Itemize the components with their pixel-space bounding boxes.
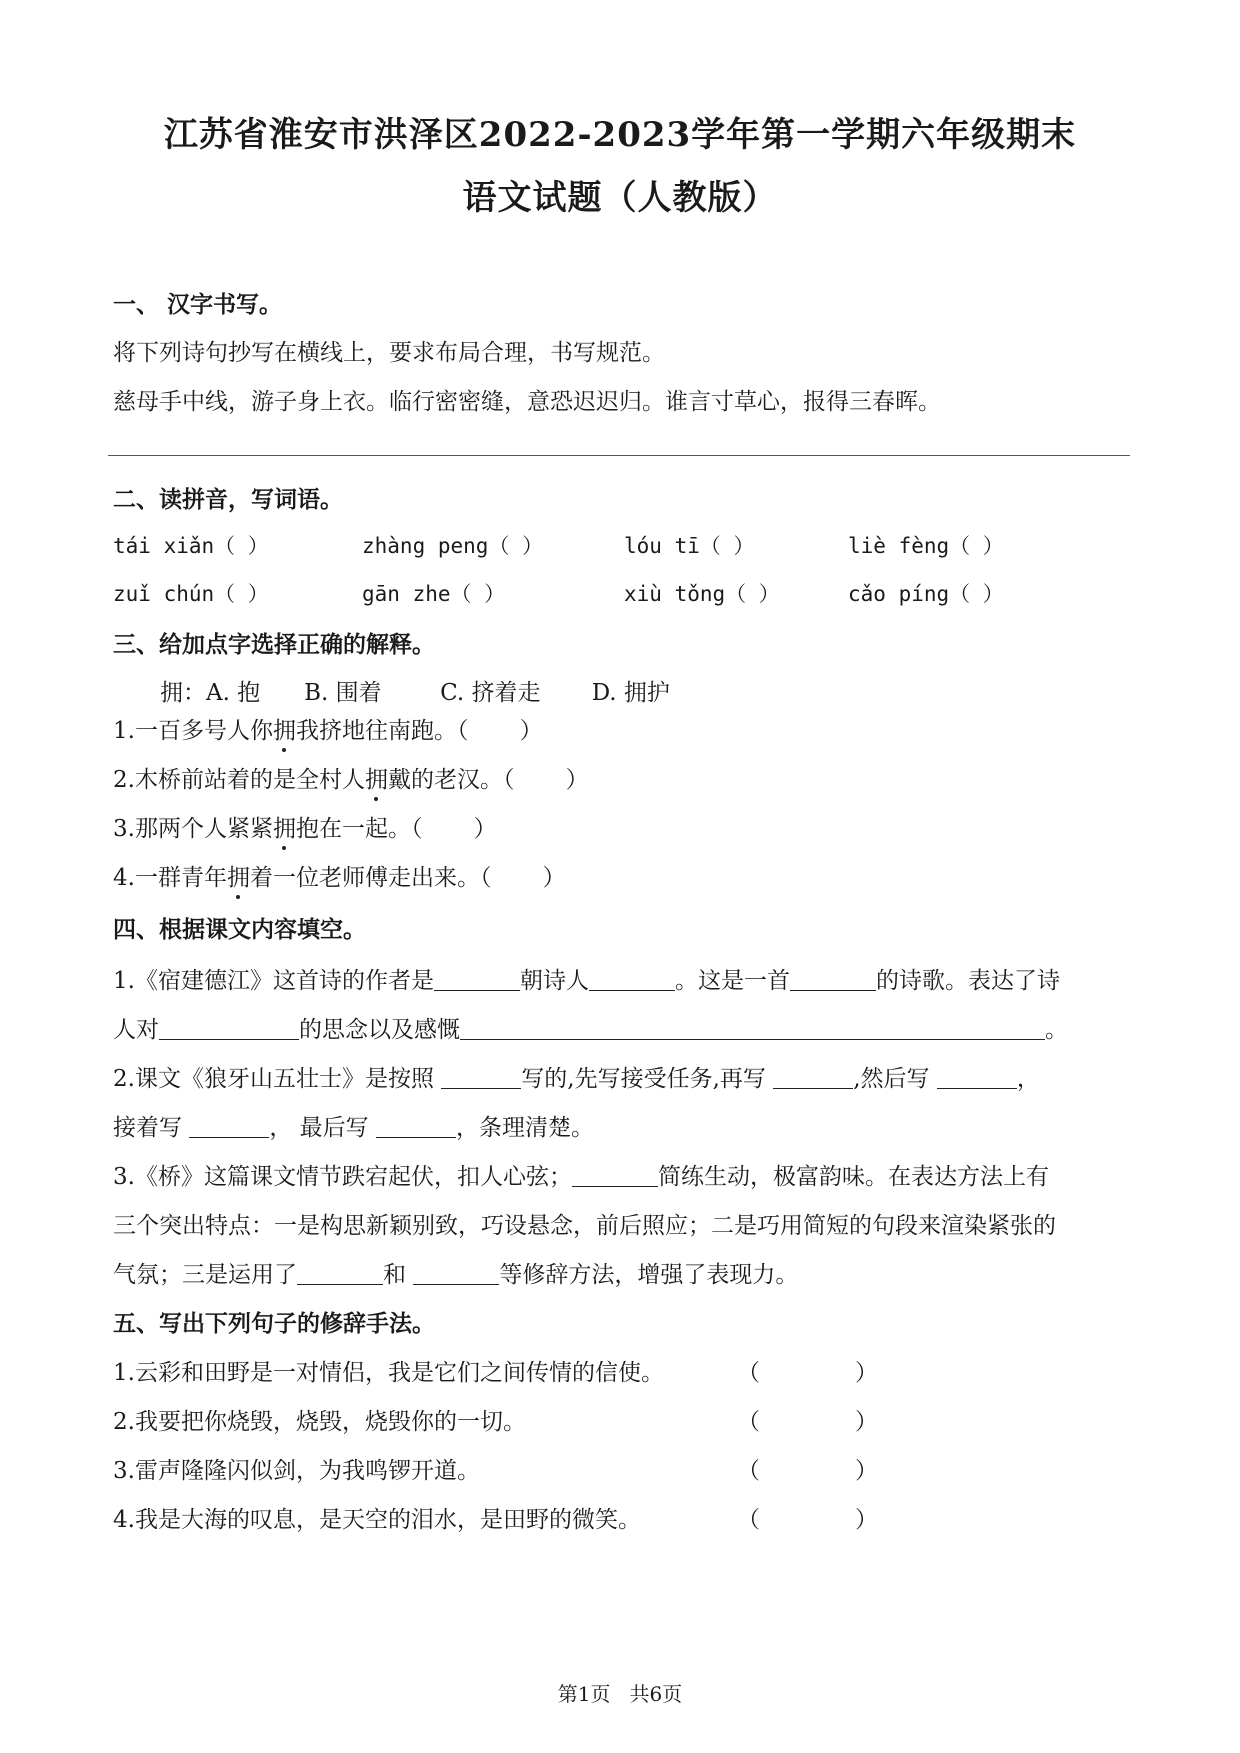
- question-item: 4.一群青年拥着一位老师傅走出来。（ ）: [113, 859, 566, 892]
- pinyin-item: cǎo píng（ ）: [848, 582, 1004, 606]
- fill-line: 人对 的思念以及感慨 。: [113, 1017, 1068, 1043]
- fill-line: 三个突出特点：一是构思新颖别致，巧设悬念，前后照应；二是巧用简短的句段来渲染紧张的: [113, 1213, 1056, 1239]
- rhetoric-item: 2.我要把你烧毁，烧毁，烧毁你的一切。: [113, 1409, 526, 1435]
- answer-blank[interactable]: [376, 1114, 456, 1138]
- fill-line: 1.《宿建德江》这首诗的作者是 朝诗人 。这是一首 的诗歌。表达了诗: [113, 968, 1060, 994]
- section-5-heading: 五、写出下列句子的修辞手法。: [113, 1310, 435, 1337]
- question-item: 1.一百多号人你拥我挤地往南跑。（ ）: [113, 712, 543, 745]
- pinyin-item: liè fèng（ ）: [848, 534, 1004, 558]
- answer-paren[interactable]: （ ）: [737, 1458, 879, 1484]
- page-footer: 第1页 共6页: [557, 1682, 683, 1706]
- pinyin-item: tái xiǎn（ ）: [113, 534, 269, 558]
- page-title: 江苏省淮安市洪泽区2022-2023学年第一学期六年级期末: [163, 115, 1077, 155]
- section-1-poem: 慈母手中线，游子身上衣。临行密密缝，意恐迟迟归。谁言寸草心，报得三春晖。: [113, 389, 941, 415]
- rhetoric-item: 4.我是大海的叹息，是天空的泪水，是田野的微笑。: [113, 1507, 641, 1533]
- writing-line[interactable]: [108, 455, 1130, 456]
- section-1-heading: 一、 汉字书写。: [113, 291, 283, 318]
- question-item: 2.木桥前站着的是全村人拥戴的老汉。（ ）: [113, 761, 589, 794]
- pinyin-item: lóu tī（ ）: [624, 534, 755, 558]
- pinyin-item: zuǐ chún（ ）: [113, 582, 269, 606]
- fill-line: 气氛；三是运用了 和 等修辞方法，增强了表现力。: [113, 1262, 799, 1288]
- answer-paren[interactable]: （ ）: [737, 1360, 879, 1386]
- page-subtitle: 语文试题（人教版）: [462, 178, 778, 218]
- pinyin-item: gān zhe（ ）: [362, 582, 506, 606]
- section-4-heading: 四、根据课文内容填空。: [113, 916, 366, 943]
- rhetoric-item: 3.雷声隆隆闪似剑，为我鸣锣开道。: [113, 1458, 480, 1484]
- answer-blank[interactable]: [189, 1114, 269, 1138]
- answer-blank[interactable]: [159, 1016, 299, 1040]
- fill-line: 接着写 ， 最后写 ，条理清楚。: [113, 1115, 594, 1141]
- answer-blank[interactable]: [589, 967, 675, 991]
- answer-blank[interactable]: [937, 1065, 1017, 1089]
- answer-blank[interactable]: [773, 1065, 853, 1089]
- pinyin-item: zhàng peng（ ）: [362, 534, 544, 558]
- pinyin-item: xiù tǒng（ ）: [624, 582, 780, 606]
- section-2-heading: 二、读拼音，写词语。: [113, 486, 343, 513]
- fill-line: 3.《桥》这篇课文情节跌宕起伏，扣人心弦； 简练生动，极富韵味。在表达方法上有: [113, 1164, 1049, 1190]
- section-3-options: 拥：A. 抱 B. 围着 C. 挤着走 D. 拥护: [160, 680, 670, 706]
- answer-paren[interactable]: （ ）: [737, 1507, 879, 1533]
- answer-blank[interactable]: [460, 1016, 1045, 1040]
- section-1-instruction: 将下列诗句抄写在横线上，要求布局合理，书写规范。: [113, 340, 665, 366]
- answer-blank[interactable]: [441, 1065, 521, 1089]
- section-3-heading: 三、给加点字选择正确的解释。: [113, 631, 435, 658]
- answer-paren[interactable]: （ ）: [737, 1409, 879, 1435]
- question-item: 3.那两个人紧紧拥抱在一起。（ ）: [113, 810, 497, 843]
- answer-blank[interactable]: [297, 1261, 383, 1285]
- answer-blank[interactable]: [790, 967, 876, 991]
- rhetoric-item: 1.云彩和田野是一对情侣，我是它们之间传情的信使。: [113, 1360, 664, 1386]
- answer-blank[interactable]: [413, 1261, 499, 1285]
- answer-blank[interactable]: [572, 1163, 658, 1187]
- answer-blank[interactable]: [434, 967, 520, 991]
- fill-line: 2.课文《狼牙山五壮士》是按照 写的,先写接受任务,再写 ,然后写 ，: [113, 1066, 1040, 1092]
